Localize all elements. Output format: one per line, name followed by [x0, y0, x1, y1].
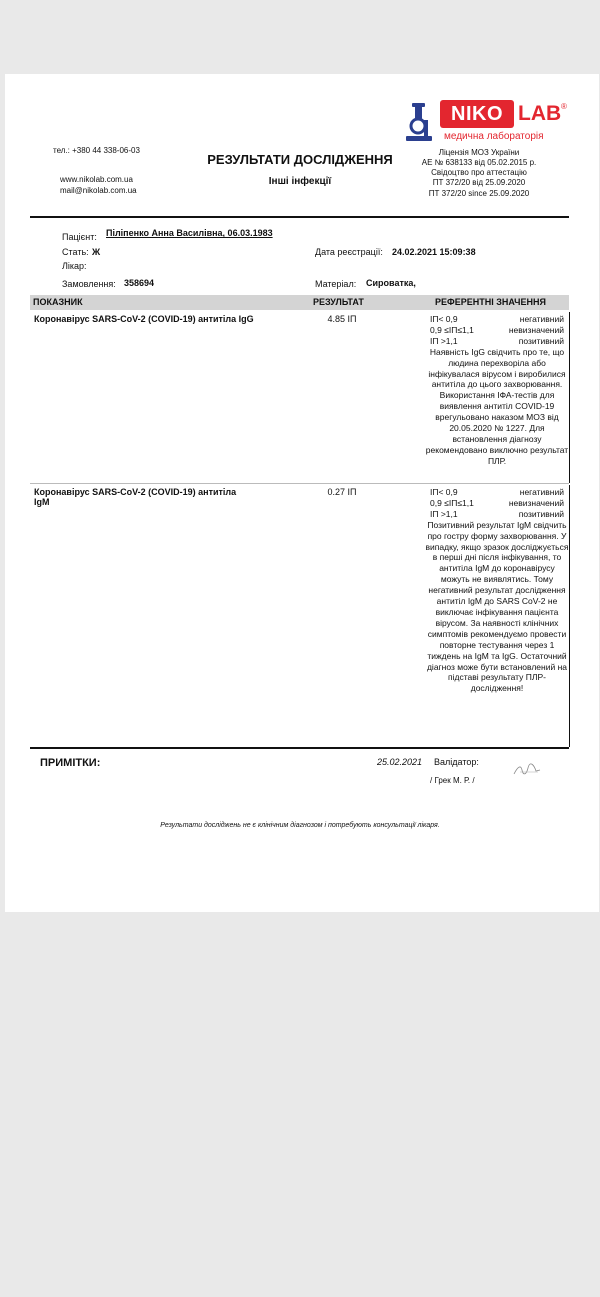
reference-igm [424, 487, 570, 694]
row-border [569, 485, 570, 747]
result-igg: 4.85 IП [327, 314, 357, 324]
ref-threshold: IП >1,1 [430, 335, 458, 346]
registered-mark: ® [561, 102, 567, 111]
ref-line [424, 314, 570, 325]
logo-lab-text: LAB [518, 102, 562, 125]
microscope-icon [404, 102, 436, 144]
ref-line [424, 336, 570, 347]
ref-meaning: позитивний [518, 508, 564, 519]
row-divider [30, 483, 569, 484]
column-header-result: РЕЗУЛЬТАТ [313, 297, 364, 307]
logo-tagline: медична лабораторія [444, 131, 544, 142]
patient-name: Піліпенко Анна Василівна, 06.03.1983 [106, 228, 273, 238]
nikolab-logo [404, 100, 574, 148]
logo-niko-text: NIKO [440, 100, 514, 128]
validator-name: / Грек М. Р. / [430, 776, 475, 785]
ref-description-igm: Позитивний результат IgM свідчить про гостру форму захворювання. У випадку, якщо зразок досліджується в перші дні після інфікування, то антитіла IgM до коронавірусу можуть не виявлятись. Тому негативний результат дослідження антитіл IgM до SARS CoV-2 не виключає інфікування пацієнта вірусом. За наявності клінічних симптомів рекомендуємо провести повторне тестування через 1 тиждень на IgM та IgG. Остаточний діагноз може бути встановлений на підставі результату ПЛР-дослідження! [425, 519, 569, 694]
test-name-igg: Коронавірус SARS-CoV-2 (COVID-19) антитіла IgG [34, 314, 254, 324]
result-igm: 0.27 IП [327, 487, 357, 497]
table-header [30, 295, 569, 310]
test-name-igm: Коронавірус SARS-CoV-2 (COVID-19) антитіла IgM [34, 487, 237, 507]
ref-line [424, 325, 570, 336]
row-border [569, 312, 570, 483]
license-line-5: ПТ 372/20 since 25.09.2020 [428, 189, 530, 198]
order-label: Замовлення: [62, 279, 116, 289]
doctor-label: Лікар: [62, 261, 87, 271]
ref-line [424, 498, 570, 509]
phone-text: тел.: +380 44 338-06-03 [53, 146, 140, 155]
ref-threshold: IП >1,1 [430, 508, 458, 519]
footer-disclaimer: Результати досліджень не є клінічним діагнозом і потребують консультації лікаря. [160, 822, 440, 829]
ref-meaning: позитивний [518, 335, 564, 346]
reg-date-value: 24.02.2021 15:09:38 [392, 247, 476, 257]
license-line-4: ПТ 372/20 від 25.09.2020 [432, 178, 526, 187]
ref-meaning: невизначений [508, 324, 564, 335]
reg-date-label: Дата реєстрації: [315, 247, 383, 257]
material-label: Матеріал: [315, 279, 357, 289]
column-header-indicator: ПОКАЗНИК [33, 297, 83, 307]
ref-threshold: 0,9 ≤IП≤1,1 [430, 497, 474, 508]
validation-date: 25.02.2021 [377, 757, 423, 767]
header-divider [30, 216, 569, 218]
email-link[interactable]: mail@nikolab.com.ua [60, 186, 137, 195]
ref-threshold: IП< 0,9 [430, 487, 458, 497]
order-value: 358694 [124, 278, 155, 288]
patient-label: Пацієнт: [62, 232, 97, 242]
report-subtitle: Інші інфекції [268, 176, 332, 187]
license-line-2: АЕ № 638133 від 05.02.2015 р. [421, 158, 537, 167]
ref-threshold: IП< 0,9 [430, 314, 458, 324]
license-line-1: Ліцензія МОЗ України [438, 148, 520, 157]
ref-meaning: невизначений [508, 497, 564, 508]
sex-label: Стать: [62, 247, 89, 257]
sex-value: Ж [92, 247, 101, 257]
notes-label: ПРИМІТКИ: [40, 757, 101, 769]
ref-line [424, 487, 570, 498]
ref-meaning: негативний [519, 314, 564, 324]
website-link[interactable]: www.nikolab.com.ua [60, 175, 133, 184]
license-line-3: Свідоцтво про аттестацію [431, 168, 527, 177]
reference-igg [424, 314, 570, 467]
report-title: РЕЗУЛЬТАТИ ДОСЛІДЖЕННЯ [207, 152, 393, 167]
ref-line [424, 509, 570, 520]
ref-meaning: негативний [519, 487, 564, 497]
validator-label: Валідатор: [434, 757, 479, 767]
ref-threshold: 0,9 ≤IП≤1,1 [430, 324, 474, 335]
signature-mark [512, 762, 542, 778]
column-header-reference: РЕФЕРЕНТНІ ЗНАЧЕННЯ [435, 297, 546, 307]
ref-description-igg: Наявність IgG свідчить про те, що людина перехворіла або інфікувалася вірусом і виробилися антитіла до цього захворювання. Використання ІФА-тестів для виявлення антитіл COVID-19 врегульовано наказом МОЗ від 20.05.2020 № 1227. Для встановлення діагнозу рекомендовано виключно результат ПЛР. [425, 346, 569, 466]
table-bottom-divider [30, 747, 569, 749]
material-value: Сироватка, [366, 278, 416, 288]
